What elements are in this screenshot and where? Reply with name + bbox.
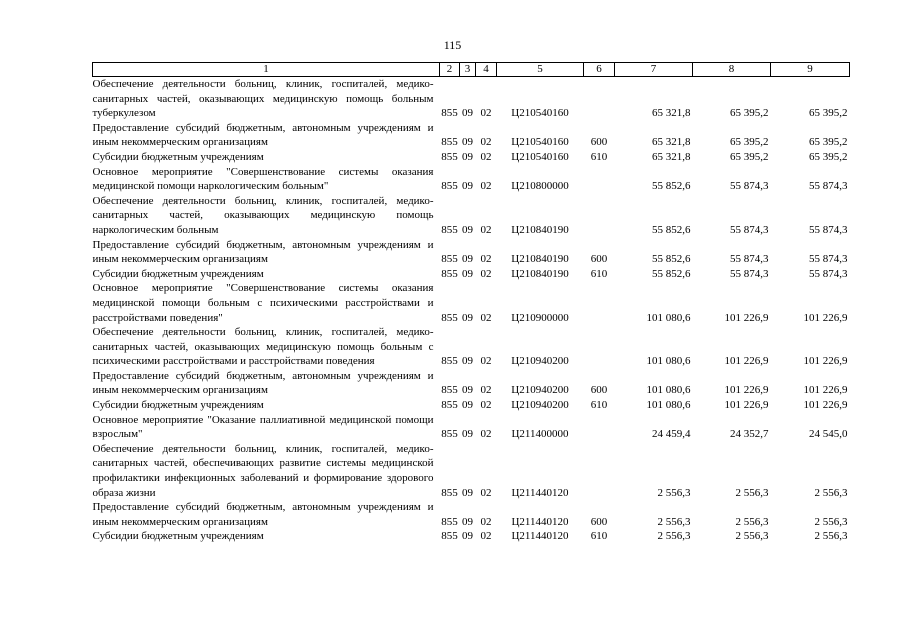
row-ministry-code: 855 [441, 428, 458, 441]
row-target-code: Ц210540160 [511, 150, 569, 163]
row-section-code: 09 [462, 311, 473, 324]
row-amount-col7: 55 852,6 [652, 223, 691, 236]
row-name-cell: Субсидии бюджетным учреждениям [92, 399, 264, 412]
row-subsection-code: 02 [480, 384, 492, 397]
row-section-code: 09 [462, 223, 473, 236]
row-amount-col8: 101 226,9 [724, 399, 769, 412]
row-amount-col7: 2 556,3 [657, 486, 691, 499]
header-col-5: 5 [497, 63, 584, 77]
header-col-7: 7 [615, 63, 693, 77]
header-col-9: 9 [771, 63, 850, 77]
row-subsection-code: 02 [480, 486, 492, 499]
row-expense-type [584, 165, 615, 194]
row-name-cell: Предоставление субсидий бюджетным, автономным учреждениям и иным некоммерческим организациям [92, 238, 434, 266]
row-amount-col8: 55 874,3 [730, 267, 769, 280]
row-section-code: 09 [462, 428, 473, 441]
row-target-code: Ц210900000 [511, 311, 569, 324]
row-expense-type: 600 [590, 136, 608, 149]
table-row [93, 150, 850, 165]
row-section-code: 09 [462, 253, 473, 266]
row-amount-col9: 2 556,3 [814, 515, 848, 528]
row-target-code: Ц211440120 [511, 515, 569, 528]
row-target-code: Ц210800000 [511, 180, 569, 193]
header-col-4: 4 [476, 63, 497, 77]
table-row [93, 369, 850, 398]
row-amount-col9: 2 556,3 [814, 530, 848, 543]
row-amount-col9: 101 226,9 [803, 311, 848, 324]
row-expense-type: 600 [590, 253, 608, 266]
table-header-row [93, 63, 850, 77]
row-target-code: Ц211440120 [511, 486, 569, 499]
row-name-cell: Субсидии бюджетным учреждениям [92, 150, 264, 163]
row-amount-col8: 101 226,9 [724, 384, 769, 397]
row-amount-col9: 101 226,9 [803, 399, 848, 412]
row-amount-col9: 2 556,3 [814, 486, 848, 499]
row-amount-col7: 65 321,8 [652, 136, 691, 149]
row-amount-col7: 65 321,8 [652, 150, 691, 163]
row-subsection-code: 02 [480, 355, 492, 368]
row-section-code: 09 [462, 515, 473, 528]
row-name-cell: Предоставление субсидий бюджетным, автономным учреждениям и иным некоммерческим организациям [92, 501, 434, 528]
row-amount-col8: 2 556,3 [735, 530, 769, 543]
row-ministry-code: 855 [441, 253, 458, 266]
row-section-code: 09 [462, 384, 473, 397]
row-expense-type [584, 281, 615, 325]
row-name-cell: Обеспечение деятельности больниц, клиник, госпиталей, медико-санитарных частей, обеспечивающих развитие системы медицинской профилактики инфекционных заболеваний и формирование здорового образа жизни [92, 442, 434, 499]
row-section-code: 09 [462, 107, 473, 120]
header-col-3: 3 [460, 63, 476, 77]
row-target-code: Ц211400000 [511, 428, 569, 441]
row-amount-col8: 2 556,3 [735, 515, 769, 528]
table-row [93, 442, 850, 500]
row-section-code: 09 [462, 530, 473, 543]
row-subsection-code: 02 [480, 428, 492, 441]
row-expense-type: 600 [590, 384, 608, 397]
row-name-cell: Обеспечение деятельности больниц, клиник, госпиталей, медико-санитарных частей, оказывающих медицинскую помощь больным туберкулезом [92, 78, 434, 120]
row-amount-col7: 101 080,6 [646, 384, 691, 397]
row-section-code: 09 [462, 267, 473, 280]
page-number: 115 [443, 38, 462, 52]
row-amount-col7: 101 080,6 [646, 355, 691, 368]
row-amount-col8: 65 395,2 [730, 150, 769, 163]
row-amount-col8: 24 352,7 [730, 428, 769, 441]
table-row [93, 77, 850, 121]
row-amount-col8: 65 395,2 [730, 107, 769, 120]
row-amount-col9: 65 395,2 [809, 136, 848, 149]
table-row [93, 529, 850, 544]
row-ministry-code: 855 [441, 399, 458, 412]
row-amount-col9: 65 395,2 [809, 107, 848, 120]
row-ministry-code: 855 [441, 515, 458, 528]
row-subsection-code: 02 [480, 223, 492, 236]
row-target-code: Ц210940200 [511, 355, 569, 368]
row-amount-col7: 55 852,6 [652, 267, 691, 280]
row-expense-type [584, 325, 615, 369]
row-amount-col7: 55 852,6 [652, 180, 691, 193]
row-target-code: Ц210840190 [511, 267, 569, 280]
row-name-cell: Обеспечение деятельности больниц, клиник, госпиталей, медико-санитарных частей, оказывающих медицинскую помощь больным с психическими расстройствами и расстройствами поведения [92, 326, 434, 368]
table-row [93, 267, 850, 282]
row-amount-col9: 55 874,3 [809, 253, 848, 266]
row-target-code: Ц210840190 [511, 223, 569, 236]
row-name-cell: Основное мероприятие "Совершенствование системы оказания медицинской помощи больным с психическими расстройствами и расстройствами поведения" [92, 282, 434, 324]
row-expense-type [584, 194, 615, 238]
table-row [93, 413, 850, 442]
row-amount-col7: 101 080,6 [646, 311, 691, 324]
header-col-6: 6 [584, 63, 615, 77]
row-name-cell: Основное мероприятие "Оказание паллиативной медицинской помощи взрослым" [92, 413, 434, 441]
row-expense-type [584, 413, 615, 442]
row-subsection-code: 02 [480, 253, 492, 266]
row-amount-col7: 24 459,4 [652, 428, 691, 441]
row-amount-col7: 2 556,3 [657, 530, 691, 543]
row-name-cell: Субсидии бюджетным учреждениям [92, 267, 264, 280]
row-ministry-code: 855 [441, 267, 458, 280]
row-amount-col9: 101 226,9 [803, 355, 848, 368]
row-amount-col9: 55 874,3 [809, 267, 848, 280]
row-amount-col8: 101 226,9 [724, 355, 769, 368]
row-ministry-code: 855 [441, 384, 458, 397]
row-subsection-code: 02 [480, 399, 492, 412]
table-row [93, 238, 850, 267]
row-ministry-code: 855 [441, 530, 458, 543]
row-section-code: 09 [462, 136, 473, 149]
row-amount-col8: 55 874,3 [730, 253, 769, 266]
row-amount-col7: 101 080,6 [646, 399, 691, 412]
row-ministry-code: 855 [441, 486, 458, 499]
row-section-code: 09 [462, 180, 473, 193]
row-name-cell: Основное мероприятие "Совершенствование системы оказания медицинской помощи наркологическим больным" [92, 165, 434, 193]
row-name-cell: Предоставление субсидий бюджетным, автономным учреждениям и иным некоммерческим организациям [92, 121, 434, 149]
table-row [93, 121, 850, 150]
table-row [93, 165, 850, 194]
table-row [93, 500, 850, 529]
header-col-8: 8 [693, 63, 771, 77]
row-subsection-code: 02 [480, 530, 492, 543]
row-subsection-code: 02 [480, 311, 492, 324]
row-amount-col7: 65 321,8 [652, 107, 691, 120]
row-ministry-code: 855 [441, 355, 458, 368]
budget-table [92, 62, 850, 544]
row-section-code: 09 [462, 399, 473, 412]
row-ministry-code: 855 [441, 107, 458, 120]
row-target-code: Ц210540160 [511, 136, 569, 149]
row-amount-col8: 55 874,3 [730, 180, 769, 193]
row-target-code: Ц210540160 [511, 107, 569, 120]
table-row [93, 325, 850, 369]
row-expense-type: 610 [590, 399, 608, 412]
row-amount-col8: 101 226,9 [724, 311, 769, 324]
row-section-code: 09 [462, 150, 473, 163]
row-amount-col7: 55 852,6 [652, 253, 691, 266]
header-col-1: 1 [93, 63, 440, 77]
row-subsection-code: 02 [480, 136, 492, 149]
row-expense-type [584, 77, 615, 121]
row-ministry-code: 855 [441, 150, 458, 163]
table-row [93, 398, 850, 413]
row-subsection-code: 02 [480, 180, 492, 193]
row-amount-col8: 2 556,3 [735, 486, 769, 499]
row-section-code: 09 [462, 355, 473, 368]
row-amount-col7: 2 556,3 [657, 515, 691, 528]
row-name-cell: Предоставление субсидий бюджетным, автономным учреждениям и иным некоммерческим организациям [92, 369, 434, 397]
row-expense-type: 610 [590, 530, 608, 543]
row-name-cell: Обеспечение деятельности больниц, клиник, госпиталей, медико-санитарных частей, оказывающих медицинскую помощь наркологическим больным [92, 194, 434, 236]
row-expense-type: 600 [590, 515, 608, 528]
row-amount-col8: 55 874,3 [730, 223, 769, 236]
row-subsection-code: 02 [480, 515, 492, 528]
row-name-cell: Субсидии бюджетным учреждениям [92, 530, 264, 543]
row-amount-col9: 55 874,3 [809, 223, 848, 236]
row-amount-col8: 65 395,2 [730, 136, 769, 149]
row-amount-col9: 101 226,9 [803, 384, 848, 397]
row-expense-type [584, 442, 615, 500]
row-ministry-code: 855 [441, 223, 458, 236]
row-amount-col9: 55 874,3 [809, 180, 848, 193]
row-target-code: Ц210940200 [511, 399, 569, 412]
row-section-code: 09 [462, 486, 473, 499]
table-row [93, 281, 850, 325]
row-subsection-code: 02 [480, 150, 492, 163]
table-body [93, 77, 850, 545]
row-ministry-code: 855 [441, 136, 458, 149]
row-subsection-code: 02 [480, 267, 492, 280]
row-expense-type: 610 [590, 267, 608, 280]
row-amount-col9: 24 545,0 [809, 428, 848, 441]
table-row [93, 194, 850, 238]
row-ministry-code: 855 [441, 311, 458, 324]
row-ministry-code: 855 [441, 180, 458, 193]
row-target-code: Ц210840190 [511, 253, 569, 266]
row-target-code: Ц210940200 [511, 384, 569, 397]
row-amount-col9: 65 395,2 [809, 150, 848, 163]
row-expense-type: 610 [590, 150, 608, 163]
row-subsection-code: 02 [480, 107, 492, 120]
header-col-2: 2 [440, 63, 460, 77]
row-target-code: Ц211440120 [511, 530, 569, 543]
